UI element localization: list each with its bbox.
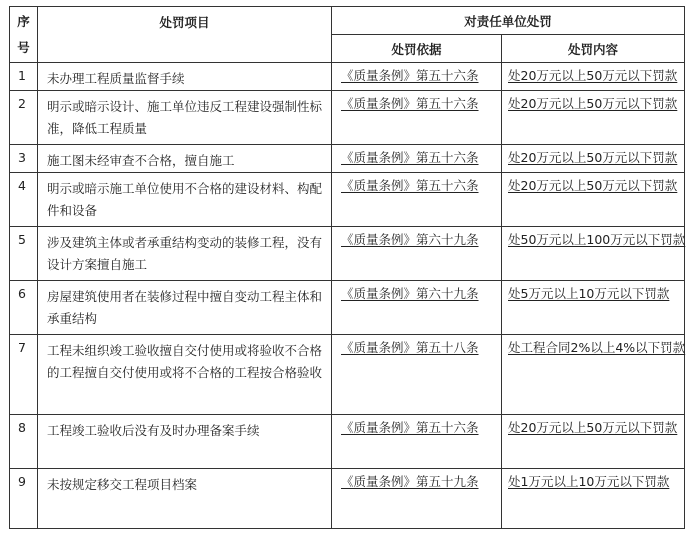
row-serial-text: 4 — [18, 178, 26, 193]
header-serial-line1: 序 — [17, 13, 30, 29]
row-item-text: 工程竣工验收后没有及时办理备案手续 — [47, 423, 260, 438]
basis-link[interactable]: 《质量条例》第六十九条 — [341, 286, 479, 301]
row-penalty-item — [38, 469, 332, 529]
content-link[interactable]: 处20万元以上50万元以下罚款 — [508, 68, 678, 83]
row-penalty-item — [38, 91, 332, 145]
basis-link[interactable]: 《质量条例》第五十六条 — [341, 150, 479, 165]
row-serial-text: 8 — [18, 420, 26, 435]
row-serial-number — [10, 145, 38, 173]
row-penalty-item — [38, 335, 332, 415]
row-penalty-basis — [332, 63, 502, 91]
basis-link[interactable]: 《质量条例》第五十六条 — [341, 420, 479, 435]
content-link[interactable]: 处20万元以上50万元以下罚款 — [508, 96, 678, 111]
basis-link[interactable]: 《质量条例》第五十六条 — [341, 96, 479, 111]
content-link[interactable]: 处20万元以上50万元以下罚款 — [508, 420, 678, 435]
row-penalty-content — [502, 415, 685, 469]
basis-link[interactable]: 《质量条例》第五十八条 — [341, 340, 479, 355]
row-penalty-content — [502, 91, 685, 145]
row-serial-number — [10, 173, 38, 227]
row-serial-text: 7 — [18, 340, 26, 355]
content-link[interactable]: 处工程合同2%以上4%以下罚款 — [508, 340, 686, 355]
row-penalty-item — [38, 415, 332, 469]
row-serial-number — [10, 63, 38, 91]
row-serial-number — [10, 469, 38, 529]
table-row — [10, 469, 685, 529]
row-penalty-content — [502, 63, 685, 91]
row-penalty-content — [502, 281, 685, 335]
table-row — [10, 227, 685, 281]
row-item-text: 未按规定移交工程项目档案 — [47, 477, 198, 492]
row-penalty-item — [38, 173, 332, 227]
basis-link[interactable]: 《质量条例》第五十六条 — [341, 178, 479, 193]
row-item-text: 涉及建筑主体或者承重结构变动的装修工程，没有设计方案擅自施工 — [47, 235, 323, 272]
row-penalty-content — [502, 145, 685, 173]
table-row — [10, 91, 685, 145]
content-link[interactable]: 处5万元以上10万元以下罚款 — [508, 286, 670, 301]
row-penalty-basis — [332, 145, 502, 173]
header-serial-number — [10, 7, 38, 63]
row-serial-text: 1 — [18, 68, 26, 83]
basis-link[interactable]: 《质量条例》第六十九条 — [341, 232, 479, 247]
row-serial-number — [10, 227, 38, 281]
row-item-text: 房屋建筑使用者在装修过程中擅自变动工程主体和承重结构 — [47, 289, 323, 326]
table-row — [10, 173, 685, 227]
row-penalty-item — [38, 227, 332, 281]
row-penalty-content — [502, 469, 685, 529]
header-serial-line2: 号 — [17, 39, 30, 55]
row-serial-text: 5 — [18, 232, 26, 247]
table-row — [10, 281, 685, 335]
header-penalty-content: 处罚内容 — [502, 35, 685, 63]
content-link[interactable]: 处50万元以上100万元以下罚款 — [508, 232, 686, 247]
row-penalty-content — [502, 173, 685, 227]
row-penalty-basis — [332, 469, 502, 529]
row-penalty-item — [38, 281, 332, 335]
row-item-text: 明示或暗示施工单位使用不合格的建设材料、构配件和设备 — [47, 181, 323, 218]
row-penalty-basis — [332, 415, 502, 469]
row-item-text: 明示或暗示设计、施工单位违反工程建设强制性标准，降低工程质量 — [47, 99, 323, 136]
row-serial-number — [10, 415, 38, 469]
basis-link[interactable]: 《质量条例》第五十九条 — [341, 474, 479, 489]
row-item-text: 施工图未经审查不合格，擅自施工 — [47, 153, 235, 168]
row-item-text: 未办理工程质量监督手续 — [47, 71, 185, 86]
row-penalty-basis — [332, 91, 502, 145]
row-serial-text: 2 — [18, 96, 26, 111]
table-row — [10, 415, 685, 469]
header-penalty-item: 处罚项目 — [38, 7, 332, 63]
row-serial-text: 9 — [18, 474, 26, 489]
row-penalty-content — [502, 335, 685, 415]
row-penalty-basis — [332, 227, 502, 281]
row-penalty-basis — [332, 173, 502, 227]
penalty-table-wrapper — [9, 6, 685, 529]
row-penalty-item — [38, 145, 332, 173]
header-penalty-basis: 处罚依据 — [332, 35, 502, 63]
row-serial-text: 6 — [18, 286, 26, 301]
content-link[interactable]: 处20万元以上50万元以下罚款 — [508, 178, 678, 193]
row-penalty-basis — [332, 281, 502, 335]
row-penalty-content — [502, 227, 685, 281]
table-row — [10, 335, 685, 415]
row-serial-number — [10, 335, 38, 415]
content-link[interactable]: 处20万元以上50万元以下罚款 — [508, 150, 678, 165]
row-penalty-basis — [332, 335, 502, 415]
table-row — [10, 145, 685, 173]
row-serial-number — [10, 91, 38, 145]
header-penalty-group: 对责任单位处罚 — [332, 7, 685, 35]
table-row — [10, 63, 685, 91]
row-item-text: 工程未组织竣工验收擅自交付使用或将验收不合格的工程擅自交付使用或将不合格的工程按合格验收 — [47, 343, 323, 380]
penalty-table — [9, 6, 685, 529]
content-link[interactable]: 处1万元以上10万元以下罚款 — [508, 474, 670, 489]
row-serial-text: 3 — [18, 150, 26, 165]
basis-link[interactable]: 《质量条例》第五十六条 — [341, 68, 479, 83]
row-serial-number — [10, 281, 38, 335]
row-penalty-item — [38, 63, 332, 91]
